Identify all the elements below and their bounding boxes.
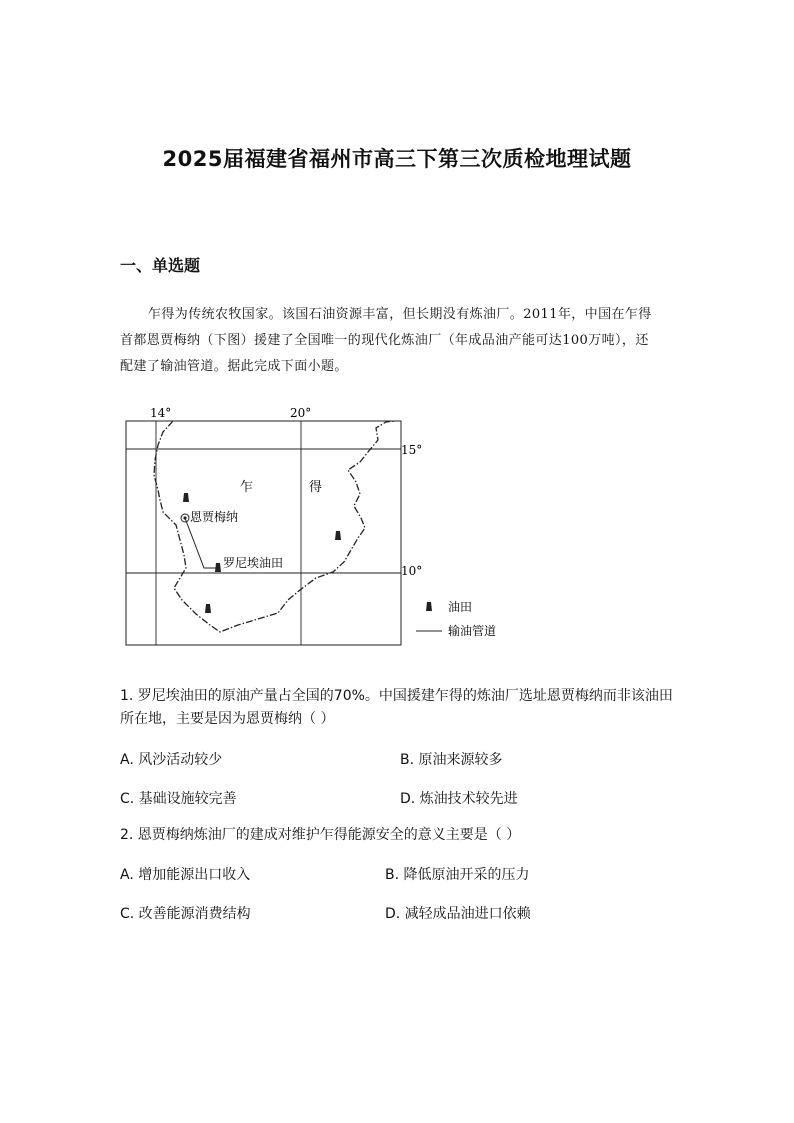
q2-option-d[interactable]: D. 减轻成品油进口依赖 xyxy=(385,906,531,922)
oilfield-symbol xyxy=(183,493,189,502)
q1-option-d[interactable]: D. 炼油技术较先进 xyxy=(400,791,518,807)
q1-option-b[interactable]: B. 原油来源较多 xyxy=(400,752,503,768)
oilfield-symbol xyxy=(215,563,221,572)
pipeline-line xyxy=(185,518,218,568)
page-title: 2025届福建省福州市高三下第三次质检地理试题 xyxy=(162,147,632,171)
q1-option-c[interactable]: C. 基础设施较完善 xyxy=(120,791,237,807)
q2-option-a[interactable]: A. 增加能源出口收入 xyxy=(120,867,251,883)
chad-boundary xyxy=(154,421,395,632)
oilfield-label: 罗尼埃油田 xyxy=(223,556,284,570)
oilfield-symbol xyxy=(205,604,211,613)
legend-oilfield-symbol xyxy=(426,602,432,611)
chad-map xyxy=(118,400,518,650)
lat-15-label: 15° xyxy=(401,443,423,457)
lon-14-label: 14° xyxy=(150,406,172,420)
intro-paragraph: 乍得为传统农牧国家。该国石油资源丰富，但长期没有炼油厂。2011年，中国在乍得首都恩贾梅纳（下图）援建了全国唯一的现代化炼油厂（年成品油产能可达100万吨），还配建了输油管道。据此完成下面小题。 xyxy=(120,307,652,374)
country-char-1: 乍 xyxy=(240,480,254,495)
map-frame xyxy=(126,421,401,645)
oilfield-symbol xyxy=(335,531,341,540)
section-heading: 一、单选题 xyxy=(120,256,201,275)
lat-10-label: 10° xyxy=(401,564,423,578)
legend-pipeline-label: 输油管道 xyxy=(448,624,497,638)
lon-20-label: 20° xyxy=(290,406,312,420)
question-1-stem: 1. 罗尼埃油田的原油产量占全国的70%。中国援建乍得的炼油厂选址恩贾梅纳而非该油田所在地，主要是因为恩贾梅纳（ ） xyxy=(120,688,673,727)
q2-option-c[interactable]: C. 改善能源消费结构 xyxy=(120,906,251,922)
capital-label: 恩贾梅纳 xyxy=(190,510,239,524)
q2-option-b[interactable]: B. 降低原油开采的压力 xyxy=(385,867,530,883)
q1-option-a[interactable]: A. 风沙活动较少 xyxy=(120,752,223,768)
country-char-2: 得 xyxy=(309,480,323,495)
legend-oilfield-label: 油田 xyxy=(448,600,473,614)
question-2-stem: 2. 恩贾梅纳炼油厂的建成对维护乍得能源安全的意义主要是（ ） xyxy=(120,827,521,843)
